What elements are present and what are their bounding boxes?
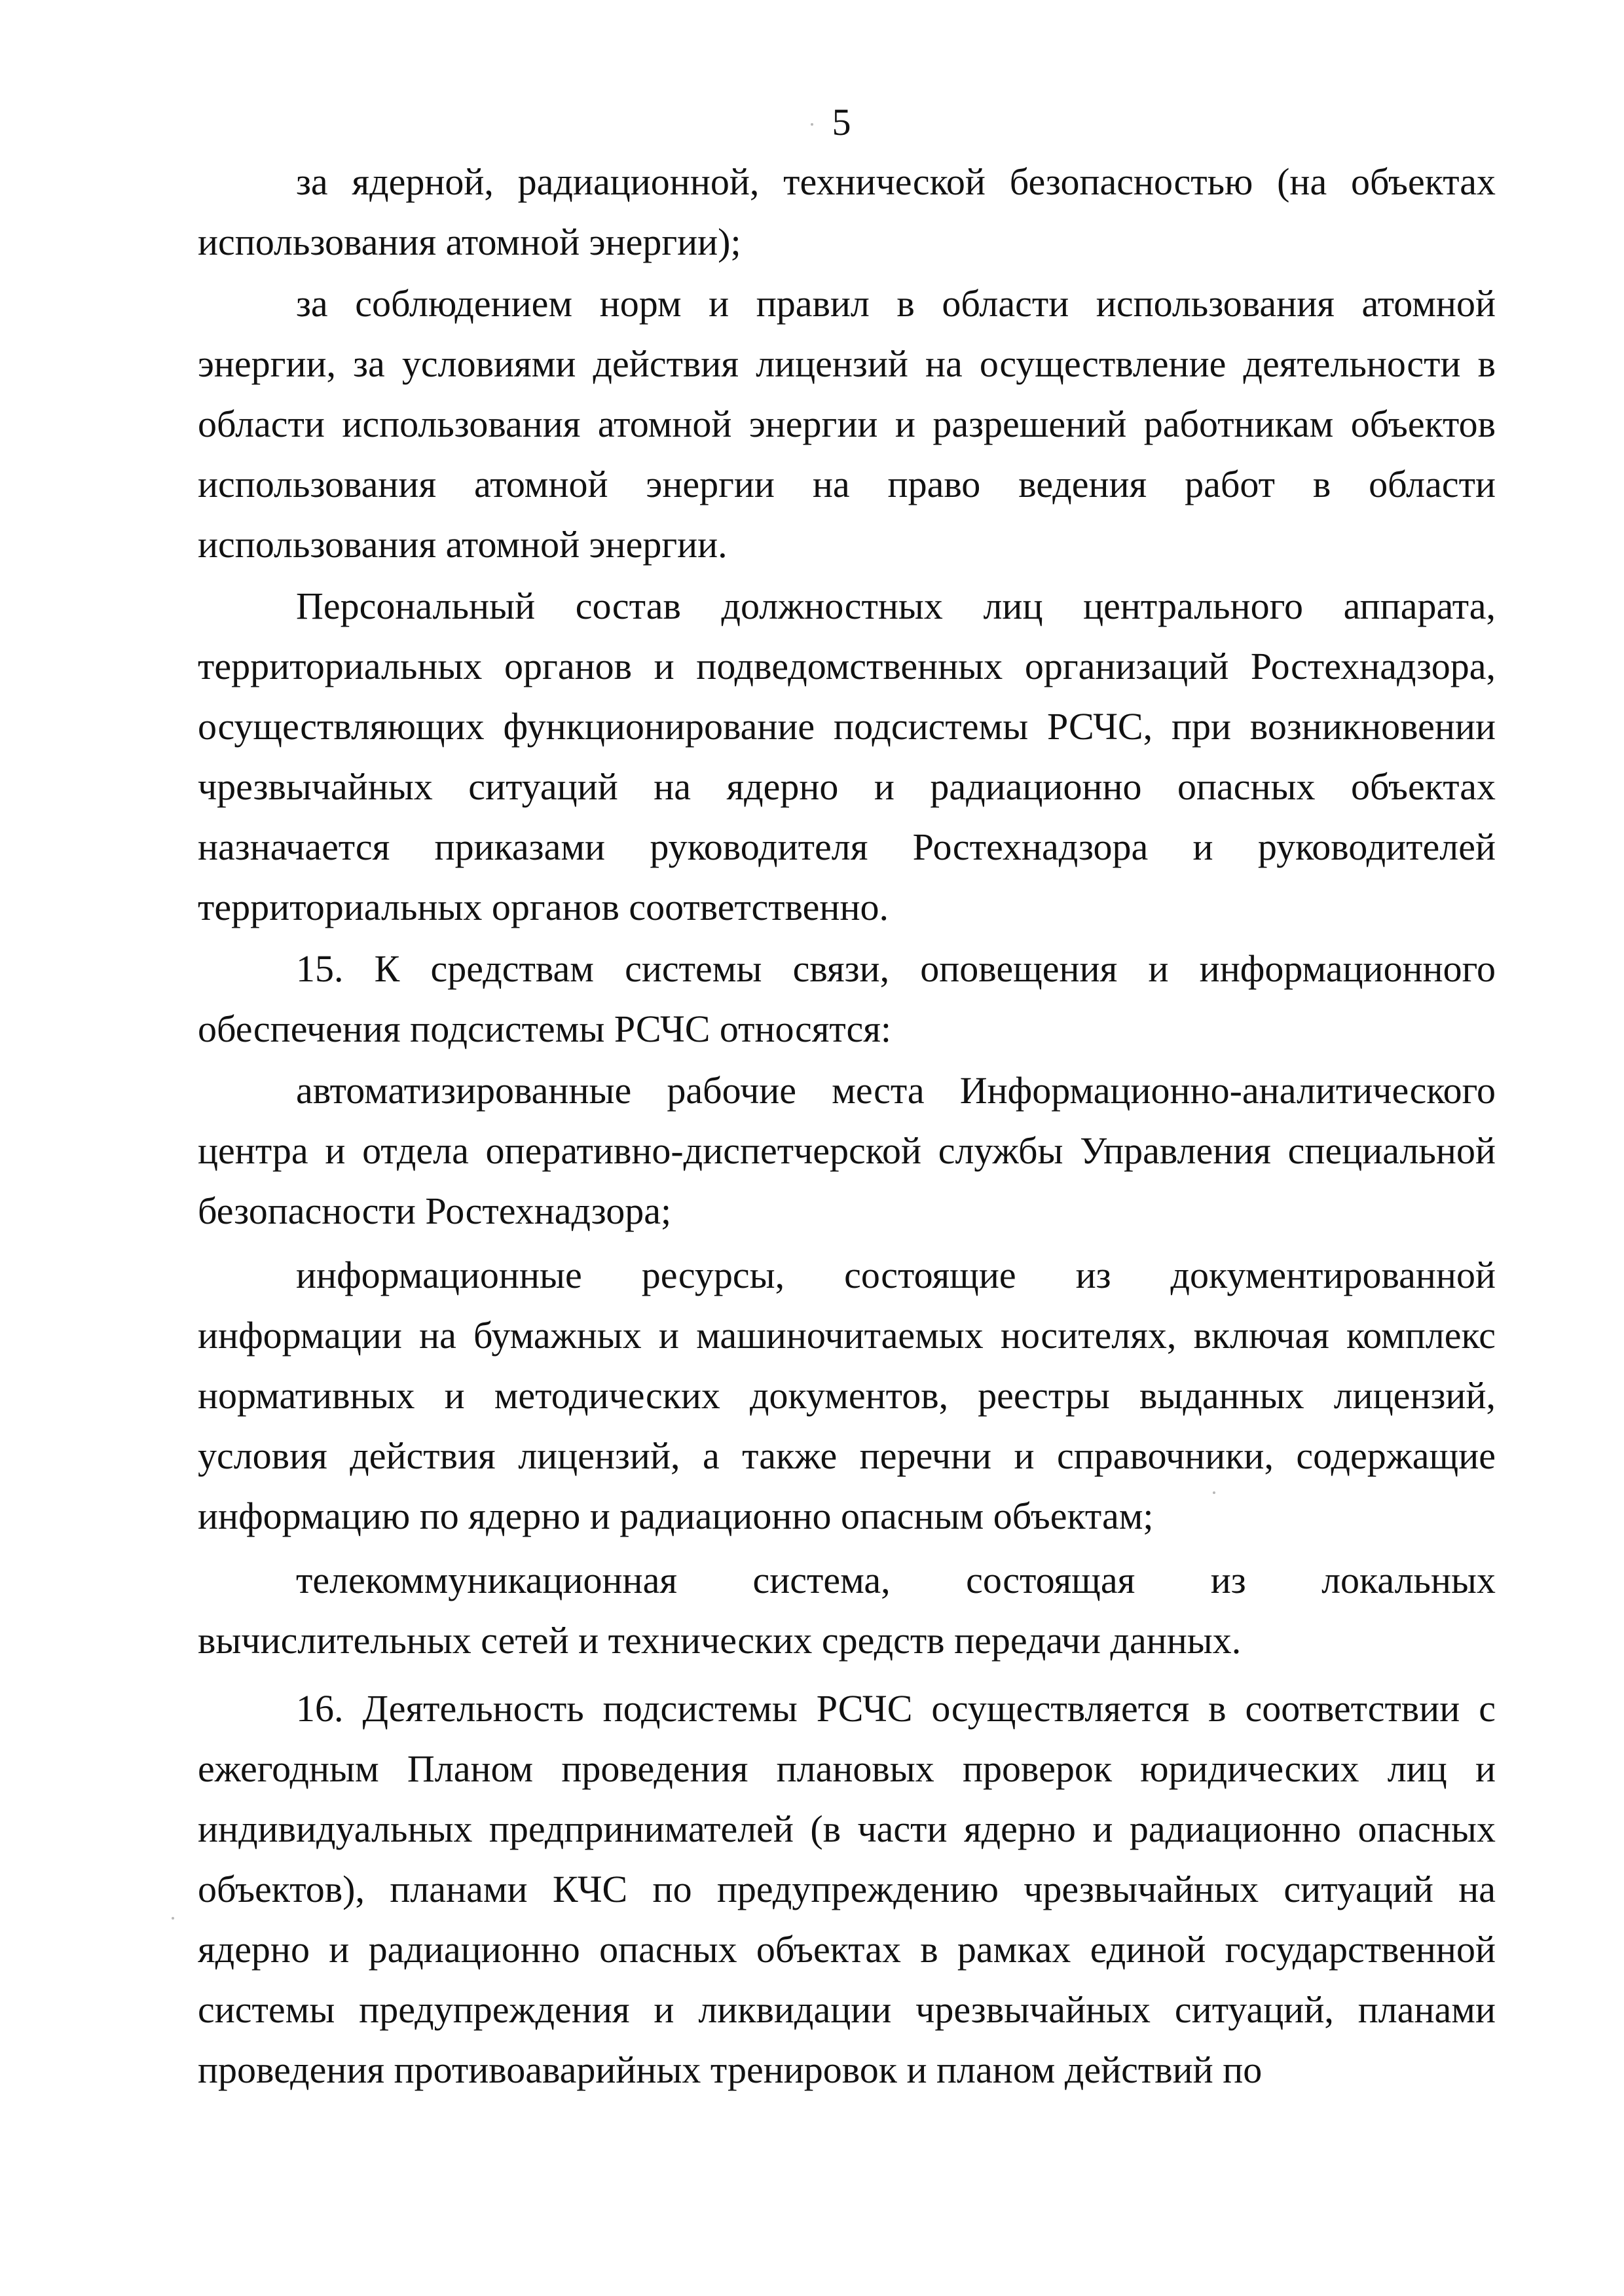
paragraph-personnel: Персональный состав должностных лиц центрального аппарата, территориальных органов и подведомственных организаций Ростехнадзора, осуществляющих функционирование подсистемы РСЧС, при возникновении чрезвычайных ситуаций на ядерно и радиационно опасных объектах назначается приказами руководителя Ростехнадзора и руководителей территориальных органов соответственно. — [198, 585, 1496, 928]
page-number: 5 — [832, 101, 851, 143]
scan-artifact-dot — [811, 123, 813, 126]
paragraph-nuclear-safety: за ядерной, радиационной, технической безопасностью (на объектах использования атомной энергии); — [198, 160, 1496, 263]
scan-artifact-dot — [172, 1917, 174, 1920]
paragraph-information-resources: информационные ресурсы, состоящие из документированной информации на бумажных и машиночитаемых носителях, включая комплекс нормативных и методических документов, реестры выданных лицензий, условия действия лицензий, а также перечни и справочники, содержащие информацию по ядерно и радиационно опасным объектам; — [198, 1254, 1496, 1537]
paragraph-15-communications: 15. К средствам системы связи, оповещения и информационного обеспечения подсистемы РСЧС относятся: — [198, 947, 1496, 1050]
paragraph-telecom-system: телекоммуникационная система, состоящая из локальных вычислительных сетей и технических средств передачи данных. — [198, 1559, 1496, 1662]
scan-artifact-dot — [1213, 1491, 1215, 1494]
paragraph-norms-compliance: за соблюдением норм и правил в области использования атомной энергии, за условиями действия лицензий на осуществление деятельности в области использования атомной энергии и разрешений работникам объектов использования атомной энергии на право ведения работ в области использования атомной энергии. — [198, 282, 1496, 566]
document-body — [198, 152, 1496, 2100]
paragraph-16-activity: 16. Деятельность подсистемы РСЧС осуществляется в соответствии с ежегодным Планом проведения плановых проверок юридических лиц и индивидуальных предпринимателей (в части ядерно и радиационно опасных объектов), планами КЧС по предупреждению чрезвычайных ситуаций на ядерно и радиационно опасных объектах в рамках единой государственной системы предупреждения и ликвидации чрезвычайных ситуаций, планами проведения противоаварийных тренировок и планом действий по — [198, 1687, 1496, 2091]
paragraph-workstations: автоматизированные рабочие места Информационно-аналитического центра и отдела оперативно-диспетчерской службы Управления специальной безопасности Ростехнадзора; — [198, 1069, 1496, 1232]
